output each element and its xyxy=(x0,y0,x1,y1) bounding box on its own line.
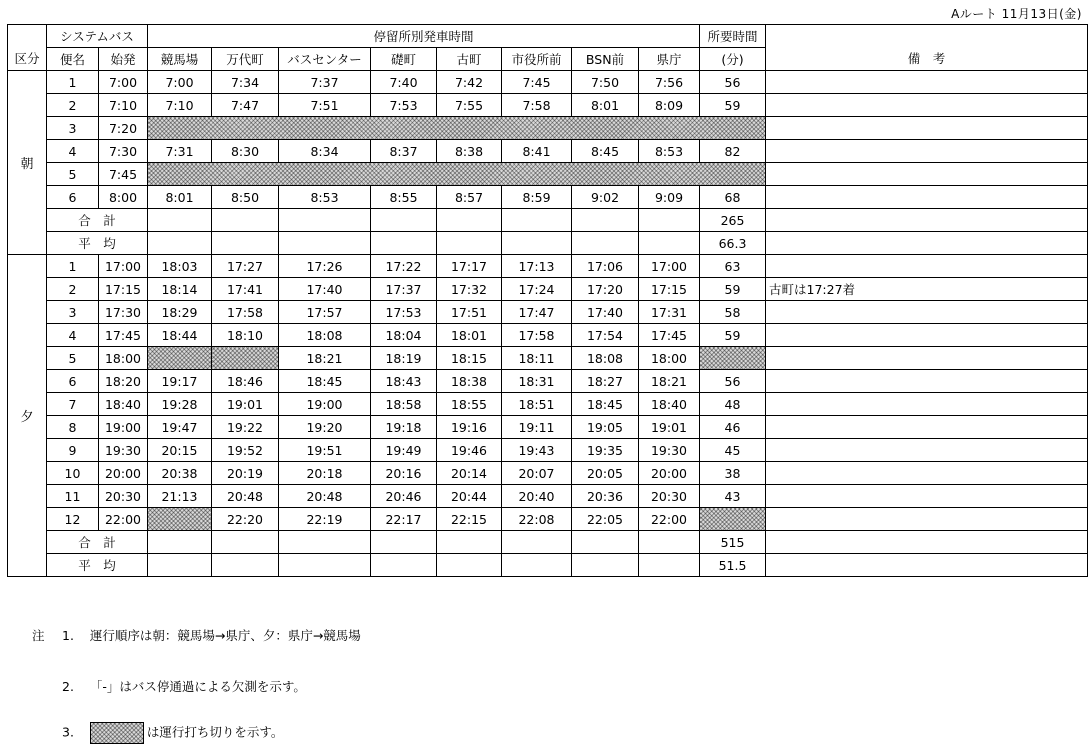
stop-time: 8:01 xyxy=(148,186,212,209)
stop-time: 8:59 xyxy=(502,186,572,209)
bin-number: 4 xyxy=(47,324,99,347)
table-row xyxy=(8,255,1088,278)
table-row xyxy=(8,370,1088,393)
travel-minutes: 68 xyxy=(700,186,766,209)
empty-cell xyxy=(279,209,371,232)
stop-time: 19:30 xyxy=(639,439,700,462)
suspended-cell xyxy=(148,163,766,186)
table-row xyxy=(8,301,1088,324)
stop-time: 17:17 xyxy=(437,255,502,278)
remark-cell xyxy=(766,462,1088,485)
stop-time: 20:30 xyxy=(639,485,700,508)
departure-time: 18:40 xyxy=(99,393,148,416)
note-number: 2. xyxy=(62,679,74,694)
stop-time: 19:01 xyxy=(212,393,279,416)
table-row xyxy=(8,163,1088,186)
stop-time: 19:01 xyxy=(639,416,700,439)
stop-time: 17:32 xyxy=(437,278,502,301)
remark-cell xyxy=(766,301,1088,324)
stop-time: 20:36 xyxy=(572,485,639,508)
stop-time: 17:13 xyxy=(502,255,572,278)
empty-cell xyxy=(371,232,437,255)
stop-time: 7:50 xyxy=(572,71,639,94)
stop-header: 古町 xyxy=(437,48,502,71)
departure-time: 22:00 xyxy=(99,508,148,531)
stop-time: 19:43 xyxy=(502,439,572,462)
empty-cell xyxy=(437,554,502,577)
stop-time: 9:09 xyxy=(639,186,700,209)
stop-time: 17:40 xyxy=(279,278,371,301)
total-minutes: 265 xyxy=(700,209,766,232)
stop-time: 17:53 xyxy=(371,301,437,324)
departure-time: 8:00 xyxy=(99,186,148,209)
bin-number: 5 xyxy=(47,163,99,186)
stop-header: バスセンター xyxy=(279,48,371,71)
note-text: 「-」はバス停通過による欠測を示す。 xyxy=(89,679,306,694)
stop-time: 18:08 xyxy=(279,324,371,347)
stop-time: 8:57 xyxy=(437,186,502,209)
stop-time: 8:30 xyxy=(212,140,279,163)
system-bus-header: システムバス xyxy=(47,25,148,48)
suspended-cell xyxy=(212,347,279,370)
stop-time: 8:37 xyxy=(371,140,437,163)
table-row xyxy=(8,186,1088,209)
stop-time: 19:46 xyxy=(437,439,502,462)
departure-time: 17:15 xyxy=(99,278,148,301)
stop-time: 9:02 xyxy=(572,186,639,209)
bin-number: 5 xyxy=(47,347,99,370)
timetable xyxy=(7,24,1088,577)
note-3 xyxy=(62,722,283,744)
stop-time: 19:47 xyxy=(148,416,212,439)
table-row xyxy=(8,462,1088,485)
stop-time: 17:26 xyxy=(279,255,371,278)
travel-minutes: 56 xyxy=(700,370,766,393)
stop-time: 19:28 xyxy=(148,393,212,416)
travel-minutes: 43 xyxy=(700,485,766,508)
remark-cell xyxy=(766,439,1088,462)
travel-minutes: 56 xyxy=(700,71,766,94)
travel-minutes: 59 xyxy=(700,94,766,117)
suspended-cell xyxy=(148,117,766,140)
total-row xyxy=(8,209,1088,232)
table-row xyxy=(8,278,1088,301)
empty-cell xyxy=(639,209,700,232)
stop-time: 18:00 xyxy=(639,347,700,370)
shaded-legend-swatch xyxy=(90,722,144,744)
stop-time: 19:22 xyxy=(212,416,279,439)
stop-time: 19:11 xyxy=(502,416,572,439)
remark-cell xyxy=(766,163,1088,186)
bin-number: 7 xyxy=(47,393,99,416)
bin-number: 4 xyxy=(47,140,99,163)
stop-time: 19:17 xyxy=(148,370,212,393)
average-label: 平 均 xyxy=(47,232,148,255)
remarks-header: 備 考 xyxy=(766,25,1088,71)
remark-cell xyxy=(766,416,1088,439)
stop-time: 20:19 xyxy=(212,462,279,485)
empty-cell xyxy=(371,531,437,554)
stop-time: 7:10 xyxy=(148,94,212,117)
stop-time: 20:15 xyxy=(148,439,212,462)
stop-time: 17:54 xyxy=(572,324,639,347)
remark-cell xyxy=(766,71,1088,94)
average-minutes: 51.5 xyxy=(700,554,766,577)
stop-time: 20:16 xyxy=(371,462,437,485)
travel-unit-header: (分) xyxy=(700,48,766,71)
empty-cell xyxy=(437,209,502,232)
stop-time: 22:00 xyxy=(639,508,700,531)
travel-minutes: 59 xyxy=(700,324,766,347)
stop-header: 万代町 xyxy=(212,48,279,71)
stop-time: 8:50 xyxy=(212,186,279,209)
notes-heading: 注 xyxy=(32,628,45,643)
remark-cell xyxy=(766,324,1088,347)
empty-cell xyxy=(639,554,700,577)
empty-cell xyxy=(148,232,212,255)
remark-cell xyxy=(766,370,1088,393)
stop-time: 7:37 xyxy=(279,71,371,94)
stop-header: 礎町 xyxy=(371,48,437,71)
stop-time: 17:15 xyxy=(639,278,700,301)
empty-cell xyxy=(572,232,639,255)
travel-minutes: 46 xyxy=(700,416,766,439)
empty-cell xyxy=(502,531,572,554)
stop-time: 8:55 xyxy=(371,186,437,209)
travel-minutes: 58 xyxy=(700,301,766,324)
empty-cell xyxy=(279,531,371,554)
average-row xyxy=(8,232,1088,255)
table-row xyxy=(8,393,1088,416)
bin-header: 便名 xyxy=(47,48,99,71)
empty-cell xyxy=(502,554,572,577)
empty-cell xyxy=(279,554,371,577)
stop-time: 18:15 xyxy=(437,347,502,370)
stop-time: 7:55 xyxy=(437,94,502,117)
table-row xyxy=(8,416,1088,439)
route-title: Aルート 11月13日(金) xyxy=(951,7,1082,21)
stop-time: 18:46 xyxy=(212,370,279,393)
average-minutes: 66.3 xyxy=(700,232,766,255)
stop-time: 17:27 xyxy=(212,255,279,278)
stop-time: 18:31 xyxy=(502,370,572,393)
stop-time: 17:51 xyxy=(437,301,502,324)
stop-time: 19:18 xyxy=(371,416,437,439)
remark-cell xyxy=(766,94,1088,117)
table-row xyxy=(8,439,1088,462)
stop-time: 17:31 xyxy=(639,301,700,324)
table-row xyxy=(8,94,1088,117)
stop-time: 19:05 xyxy=(572,416,639,439)
stop-time: 7:00 xyxy=(148,71,212,94)
remark-cell xyxy=(766,209,1088,232)
stop-time: 17:20 xyxy=(572,278,639,301)
remark-cell xyxy=(766,232,1088,255)
bin-number: 2 xyxy=(47,278,99,301)
stop-time: 22:08 xyxy=(502,508,572,531)
stop-time: 18:04 xyxy=(371,324,437,347)
stop-time: 8:38 xyxy=(437,140,502,163)
empty-cell xyxy=(502,232,572,255)
departure-time: 19:30 xyxy=(99,439,148,462)
stop-time: 19:35 xyxy=(572,439,639,462)
empty-cell xyxy=(371,554,437,577)
suspended-cell xyxy=(148,347,212,370)
remark-cell xyxy=(766,255,1088,278)
empty-cell xyxy=(279,232,371,255)
stop-time: 18:40 xyxy=(639,393,700,416)
stop-time: 17:41 xyxy=(212,278,279,301)
bin-number: 3 xyxy=(47,117,99,140)
travel-minutes: 59 xyxy=(700,278,766,301)
average-row xyxy=(8,554,1088,577)
stop-time: 18:21 xyxy=(639,370,700,393)
remark-cell xyxy=(766,508,1088,531)
departure-time: 7:00 xyxy=(99,71,148,94)
stop-time: 22:20 xyxy=(212,508,279,531)
travel-time-header: 所要時間 xyxy=(700,25,766,48)
stop-time: 18:43 xyxy=(371,370,437,393)
stop-time: 7:45 xyxy=(502,71,572,94)
remark-cell xyxy=(766,117,1088,140)
stop-time: 19:20 xyxy=(279,416,371,439)
bin-number: 6 xyxy=(47,186,99,209)
stop-time: 18:44 xyxy=(148,324,212,347)
stop-time: 8:01 xyxy=(572,94,639,117)
departure-time: 20:30 xyxy=(99,485,148,508)
stop-time: 20:48 xyxy=(279,485,371,508)
stop-time: 17:06 xyxy=(572,255,639,278)
stop-time: 7:53 xyxy=(371,94,437,117)
stop-time: 7:51 xyxy=(279,94,371,117)
stop-time: 20:05 xyxy=(572,462,639,485)
note-1 xyxy=(62,626,361,644)
total-minutes: 515 xyxy=(700,531,766,554)
remark-cell xyxy=(766,531,1088,554)
note-2 xyxy=(62,677,306,695)
empty-cell xyxy=(148,531,212,554)
timetable-body xyxy=(8,25,1088,577)
stop-time: 18:58 xyxy=(371,393,437,416)
departure-time: 20:00 xyxy=(99,462,148,485)
departure-time: 7:20 xyxy=(99,117,148,140)
empty-cell xyxy=(212,554,279,577)
travel-minutes: 48 xyxy=(700,393,766,416)
stop-time: 20:00 xyxy=(639,462,700,485)
stop-time: 17:40 xyxy=(572,301,639,324)
stop-time: 18:55 xyxy=(437,393,502,416)
kubun-header: 区分 xyxy=(8,25,47,71)
stop-header: 市役所前 xyxy=(502,48,572,71)
departure-time: 18:00 xyxy=(99,347,148,370)
stop-time: 17:45 xyxy=(639,324,700,347)
stop-time: 20:48 xyxy=(212,485,279,508)
stop-time: 18:38 xyxy=(437,370,502,393)
stop-time: 8:45 xyxy=(572,140,639,163)
stop-time: 7:31 xyxy=(148,140,212,163)
departure-time: 7:45 xyxy=(99,163,148,186)
stop-time: 7:42 xyxy=(437,71,502,94)
stop-time: 18:27 xyxy=(572,370,639,393)
stop-time: 22:19 xyxy=(279,508,371,531)
bin-number: 9 xyxy=(47,439,99,462)
table-row xyxy=(8,324,1088,347)
stop-time: 22:05 xyxy=(572,508,639,531)
stop-time: 7:58 xyxy=(502,94,572,117)
empty-cell xyxy=(212,209,279,232)
departure-time: 17:30 xyxy=(99,301,148,324)
table-row xyxy=(8,347,1088,370)
stop-time: 7:47 xyxy=(212,94,279,117)
stop-time: 17:58 xyxy=(212,301,279,324)
stop-time: 17:22 xyxy=(371,255,437,278)
empty-cell xyxy=(572,554,639,577)
empty-cell xyxy=(639,232,700,255)
empty-cell xyxy=(437,531,502,554)
bin-number: 12 xyxy=(47,508,99,531)
average-label: 平 均 xyxy=(47,554,148,577)
empty-cell xyxy=(212,232,279,255)
stop-time: 19:49 xyxy=(371,439,437,462)
stop-time: 20:38 xyxy=(148,462,212,485)
empty-cell xyxy=(371,209,437,232)
departure-time: 7:30 xyxy=(99,140,148,163)
note-text: は運行打ち切りを示す。 xyxy=(146,724,284,740)
stop-time: 8:34 xyxy=(279,140,371,163)
stop-time: 8:41 xyxy=(502,140,572,163)
departure-time: 7:10 xyxy=(99,94,148,117)
travel-minutes: 45 xyxy=(700,439,766,462)
remark-cell xyxy=(766,485,1088,508)
period-label: 朝 xyxy=(8,71,47,255)
suspended-cell xyxy=(148,508,212,531)
bin-number: 3 xyxy=(47,301,99,324)
stop-time: 18:03 xyxy=(148,255,212,278)
stops-group-header: 停留所別発車時間 xyxy=(148,25,700,48)
stop-header: 県庁 xyxy=(639,48,700,71)
remark-cell xyxy=(766,554,1088,577)
departure-header: 始発 xyxy=(99,48,148,71)
stop-time: 8:53 xyxy=(279,186,371,209)
total-label: 合 計 xyxy=(47,209,148,232)
stop-time: 19:52 xyxy=(212,439,279,462)
remark-cell xyxy=(766,186,1088,209)
remark-cell: 古町は17:27着 xyxy=(766,278,1088,301)
stop-time: 18:45 xyxy=(572,393,639,416)
note-number: 3. xyxy=(62,724,74,740)
stop-time: 7:40 xyxy=(371,71,437,94)
stop-time: 22:17 xyxy=(371,508,437,531)
suspended-cell xyxy=(700,347,766,370)
stop-time: 17:24 xyxy=(502,278,572,301)
table-row xyxy=(8,508,1088,531)
stop-header: 競馬場 xyxy=(148,48,212,71)
stop-time: 17:47 xyxy=(502,301,572,324)
stop-time: 18:10 xyxy=(212,324,279,347)
stop-time: 17:37 xyxy=(371,278,437,301)
stop-time: 18:45 xyxy=(279,370,371,393)
stop-time: 20:46 xyxy=(371,485,437,508)
bin-number: 11 xyxy=(47,485,99,508)
stop-time: 17:57 xyxy=(279,301,371,324)
table-row xyxy=(8,117,1088,140)
stop-time: 20:07 xyxy=(502,462,572,485)
empty-cell xyxy=(639,531,700,554)
empty-cell xyxy=(148,554,212,577)
stop-time: 18:01 xyxy=(437,324,502,347)
empty-cell xyxy=(437,232,502,255)
departure-time: 19:00 xyxy=(99,416,148,439)
empty-cell xyxy=(572,531,639,554)
total-label: 合 計 xyxy=(47,531,148,554)
stop-time: 18:08 xyxy=(572,347,639,370)
empty-cell xyxy=(572,209,639,232)
stop-time: 17:58 xyxy=(502,324,572,347)
stop-header: BSN前 xyxy=(572,48,639,71)
stop-time: 19:16 xyxy=(437,416,502,439)
travel-minutes: 63 xyxy=(700,255,766,278)
travel-minutes: 82 xyxy=(700,140,766,163)
stop-time: 18:21 xyxy=(279,347,371,370)
stop-time: 18:11 xyxy=(502,347,572,370)
stop-time: 20:18 xyxy=(279,462,371,485)
empty-cell xyxy=(148,209,212,232)
bin-number: 6 xyxy=(47,370,99,393)
bin-number: 8 xyxy=(47,416,99,439)
bin-number: 1 xyxy=(47,255,99,278)
bin-number: 1 xyxy=(47,71,99,94)
stop-time: 8:09 xyxy=(639,94,700,117)
stop-time: 19:51 xyxy=(279,439,371,462)
remark-cell xyxy=(766,140,1088,163)
stop-time: 7:56 xyxy=(639,71,700,94)
travel-minutes: 38 xyxy=(700,462,766,485)
total-row xyxy=(8,531,1088,554)
note-text: 運行順序は朝：競馬場→県庁、夕：県庁→競馬場 xyxy=(89,628,361,643)
header-row-1 xyxy=(8,25,1088,48)
empty-cell xyxy=(212,531,279,554)
stop-time: 18:29 xyxy=(148,301,212,324)
note-number: 1. xyxy=(62,628,74,643)
stop-time: 18:51 xyxy=(502,393,572,416)
table-row xyxy=(8,485,1088,508)
remark-cell xyxy=(766,347,1088,370)
suspended-cell xyxy=(700,508,766,531)
departure-time: 17:45 xyxy=(99,324,148,347)
stop-time: 21:13 xyxy=(148,485,212,508)
stop-time: 22:15 xyxy=(437,508,502,531)
stop-time: 18:19 xyxy=(371,347,437,370)
remark-cell xyxy=(766,393,1088,416)
stop-time: 20:44 xyxy=(437,485,502,508)
stop-time: 17:00 xyxy=(639,255,700,278)
bin-number: 10 xyxy=(47,462,99,485)
table-row xyxy=(8,140,1088,163)
bin-number: 2 xyxy=(47,94,99,117)
period-label: 夕 xyxy=(8,255,47,577)
stop-time: 20:14 xyxy=(437,462,502,485)
stop-time: 7:34 xyxy=(212,71,279,94)
table-row xyxy=(8,71,1088,94)
stop-time: 8:53 xyxy=(639,140,700,163)
stop-time: 18:14 xyxy=(148,278,212,301)
departure-time: 18:20 xyxy=(99,370,148,393)
stop-time: 19:00 xyxy=(279,393,371,416)
stop-time: 20:40 xyxy=(502,485,572,508)
departure-time: 17:00 xyxy=(99,255,148,278)
empty-cell xyxy=(502,209,572,232)
